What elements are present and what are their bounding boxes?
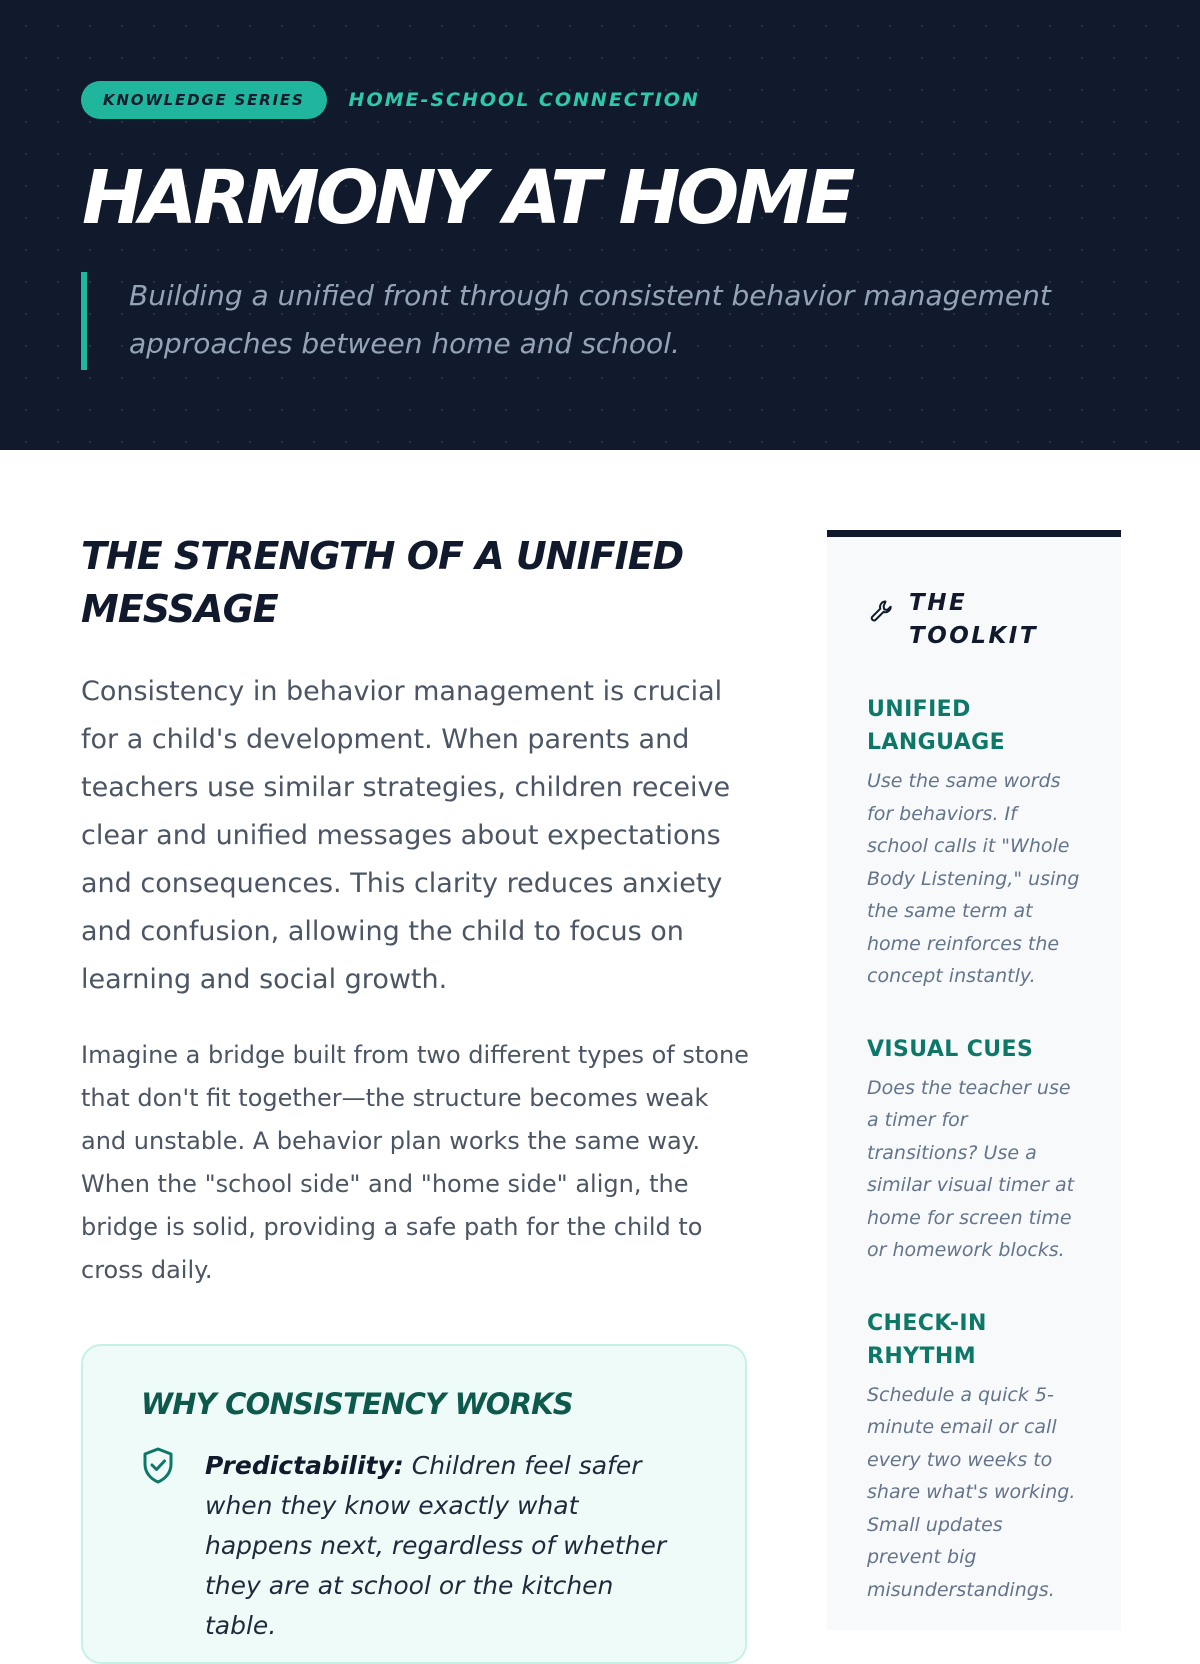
hero-subtitle-block [81,272,1061,370]
category-label: HOME-SCHOOL CONNECTION [348,89,700,111]
tool-heading: VISUAL CUES [867,1036,1034,1062]
toolkit-header [867,587,1081,653]
callout-item-text [205,1446,685,1646]
tool-heading: UNIFIED LANGUAGE [867,697,1006,755]
tag-row [81,81,700,119]
hero-banner [0,0,1200,450]
tool-heading: CHECK-IN RHYTHM [867,1310,987,1369]
lead-paragraph: Consistency in behavior management is crucial for a child's development. When parents and teachers use similar strategies, children receive clear and unified messages about expectations and consequences. This clarity reduces anxiety and confusion, allowing the child to focus on learning and social growth. [81,676,731,995]
callout-title: WHY CONSISTENCY WORKS [141,1387,573,1421]
tool-description: Use the same words for behaviors. If school calls it "Whole Body Listening," using the same term at home reinforces the concept instantly. [867,770,1080,987]
hero-subtitle: Building a unified front through consistent behavior management approaches between home and school. [129,279,1051,360]
tool-unified-language [867,693,1081,993]
page-title: HARMONY AT HOME [82,155,852,241]
tool-check-in-rhythm [867,1307,1081,1607]
tool-description: Does the teacher use a timer for transitions? Use a similar visual timer at home for screen time or homework blocks. [867,1076,1075,1261]
why-consistency-callout [81,1344,747,1664]
tool-description: Schedule a quick 5-minute email or call every two weeks to share what's working. Small updates prevent big misunderstandings. [867,1383,1076,1601]
shield-check-icon [141,1446,175,1486]
callout-item-term: Predictability: [205,1451,404,1480]
body-paragraph: Imagine a bridge built from two different types of stone that don't fit together—the structure becomes weak and unstable. A behavior plan works the same way. When the "school side" and "home side" align, the bridge is solid, providing a safe path for the child to cross daily. [81,1041,749,1284]
callout-item-description: Children feel safer when they know exactly what happens next, regardless of whether they are at school or the kitchen table. [205,1451,667,1640]
series-badge: KNOWLEDGE SERIES [81,81,327,119]
tool-visual-cues [867,1033,1081,1267]
section-heading: THE STRENGTH OF A UNIFIED MESSAGE [81,534,684,631]
main-article [81,530,751,1292]
toolkit-title: THE TOOLKIT [909,590,1039,649]
wrench-icon [867,597,895,625]
callout-item [141,1446,687,1646]
toolkit-sidebar [827,530,1121,1630]
